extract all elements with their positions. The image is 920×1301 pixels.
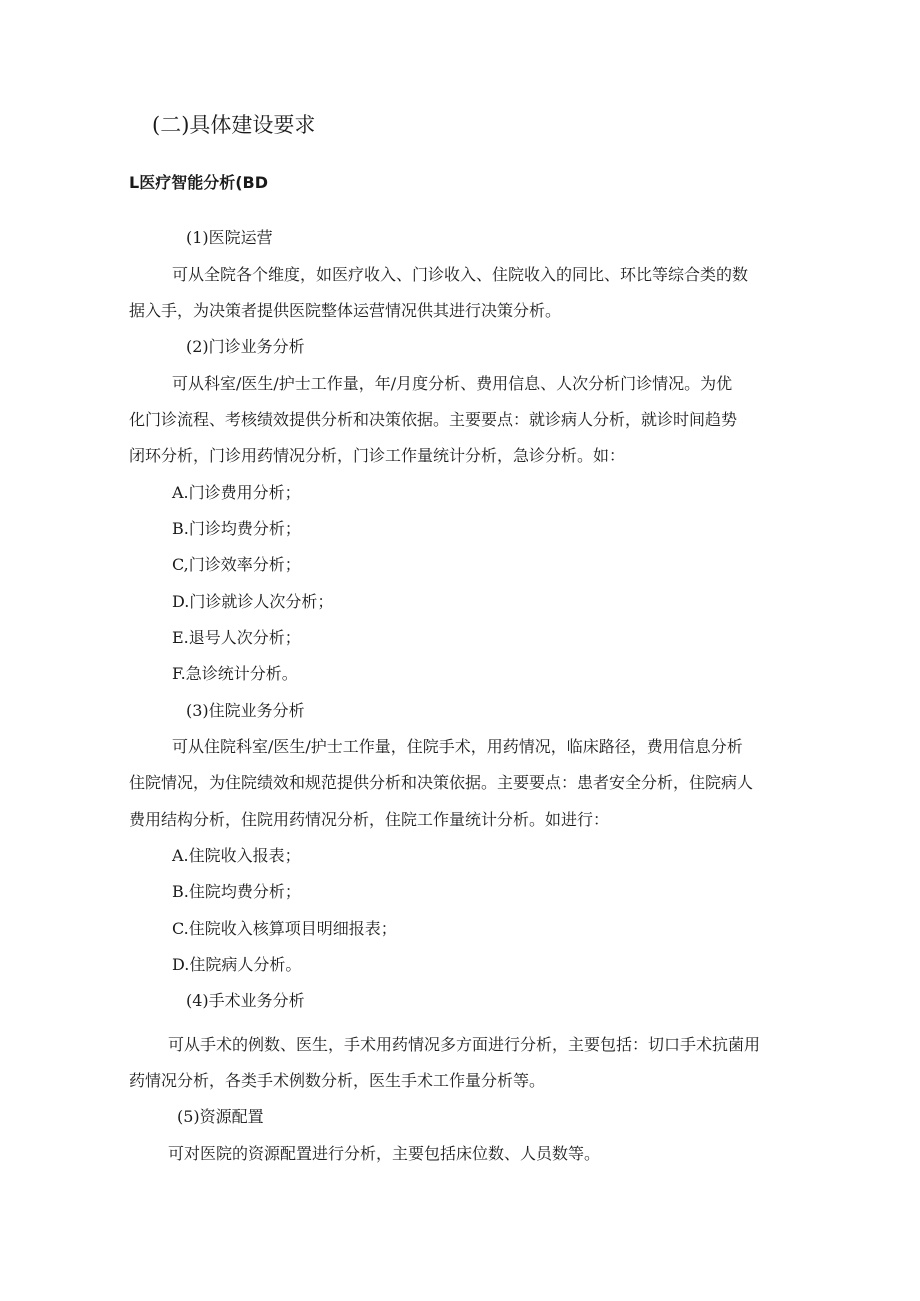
paragraph-line: 药情况分析，各类手术例数分析，医生手术工作量分析等。 [129, 1071, 546, 1090]
paragraph-line: 可从科室/医生/护士工作量，年/月度分析、费用信息、人次分析门诊情况。为优 [172, 374, 733, 393]
paragraph-line: 可从住院科室/医生/护士工作量，住院手术，用药情况，临床路径，费用信息分析 [172, 737, 743, 756]
list-item: F.急诊统计分析。 [172, 664, 298, 683]
paragraph-line: 费用结构分析，住院用药情况分析，住院工作量统计分析。如进行： [129, 810, 610, 829]
heading-medical-intelligence-analysis: L医疗智能分析(BD [129, 173, 268, 192]
subsection-title-surgery-analysis: (4)手术业务分析 [186, 991, 305, 1010]
subsection-title-resource-allocation: (5)资源配置 [177, 1107, 264, 1126]
list-item: E.退号人次分析； [172, 628, 301, 647]
paragraph-line: 据入手，为决策者提供医院整体运营情况供其进行决策分析。 [129, 301, 562, 320]
subsection-title-outpatient-analysis: (2)门诊业务分析 [186, 337, 305, 356]
paragraph-line: 闭环分析，门诊用药情况分析，门诊工作量统计分析，急诊分析。如： [129, 446, 626, 465]
paragraph-line: 住院情况，为住院绩效和规范提供分析和决策依据。主要要点：患者安全分析，住院病人 [129, 773, 754, 792]
list-item: B.门诊均费分析； [172, 519, 301, 538]
subsection-title-hospital-operations: (1)医院运营 [186, 228, 273, 247]
paragraph-line: 可对医院的资源配置进行分析，主要包括床位数、人员数等。 [168, 1144, 601, 1163]
paragraph-line: 化门诊流程、考核绩效提供分析和决策依据。主要要点：就诊病人分析，就诊时间趋势 [129, 410, 738, 429]
section-title: (二)具体建设要求 [152, 113, 316, 137]
paragraph-line: 可从全院各个维度，如医疗收入、门诊收入、住院收入的同比、环比等综合类的数 [172, 265, 749, 284]
list-item: A.门诊费用分析； [172, 483, 301, 502]
list-item: C.住院收入核算项目明细报表； [172, 919, 397, 938]
list-item: A.住院收入报表； [172, 846, 301, 865]
paragraph-line: 可从手术的例数、医生，手术用药情况多方面进行分析，主要包括：切口手术抗菌用 [168, 1035, 761, 1054]
list-item: B.住院均费分析； [172, 882, 301, 901]
list-item: D.住院病人分析。 [172, 955, 302, 974]
list-item: D.门诊就诊人次分析； [172, 592, 334, 611]
subsection-title-inpatient-analysis: (3)住院业务分析 [186, 701, 305, 720]
list-item: C,门诊效率分析； [172, 555, 301, 574]
